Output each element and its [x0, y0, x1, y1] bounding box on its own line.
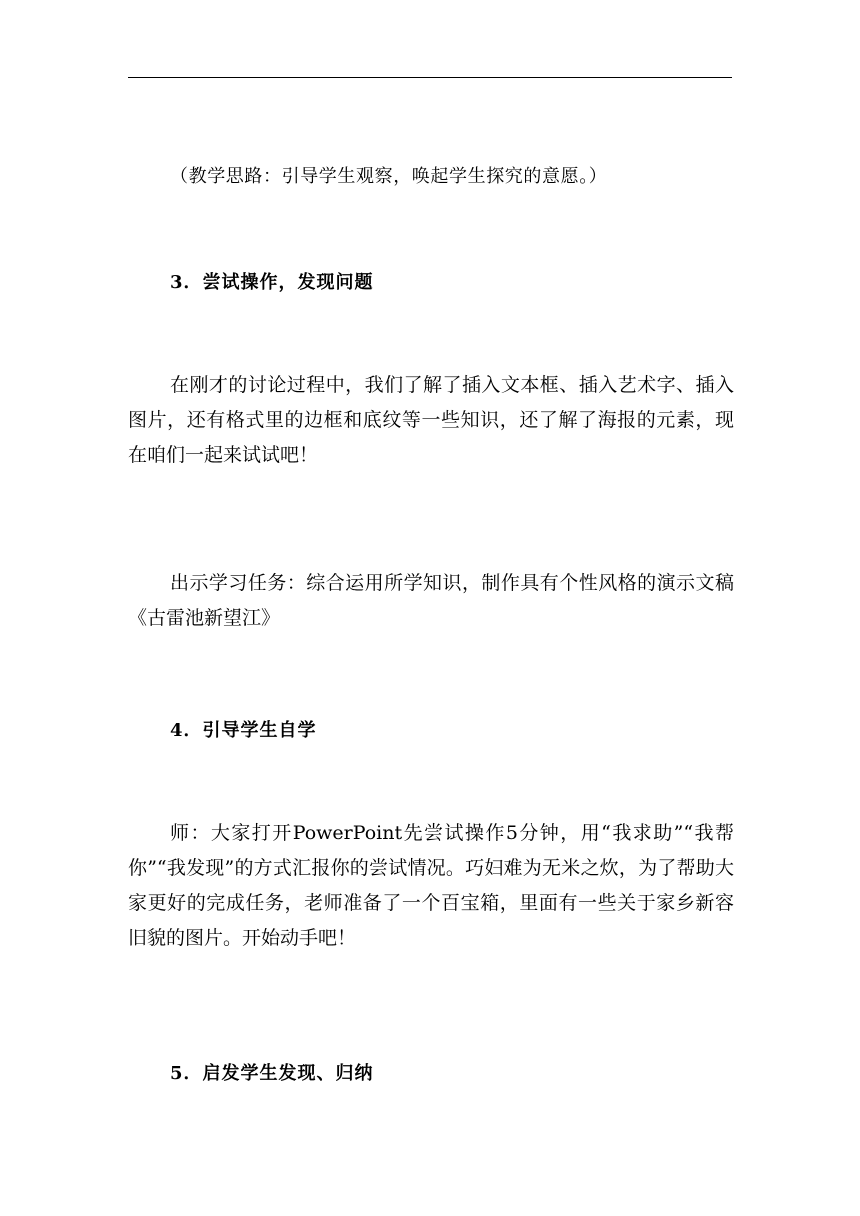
section-heading-5: 5．启发学生发现、归纳 — [170, 1063, 374, 1084]
paragraph-teacher-instructions: 师：大家打开PowerPoint先尝试操作5分钟，用“我求助”“我帮你”“我发现”的方式汇报你的尝试情况。巧妇难为无米之炊，为了帮助大家更好的完成任务，老师准备了一个百宝箱，里面有一些关于家乡新容旧貌的图片。开始动手吧！ — [128, 822, 734, 949]
paragraph-discussion-summary: 在刚才的讨论过程中，我们了解了插入文本框、插入艺术字、插入图片，还有格式里的边框和底纹等一些知识，还了解了海报的元素，现在咱们一起来试试吧！ — [128, 374, 734, 466]
section-heading-3: 3．尝试操作，发现问题 — [170, 272, 374, 293]
teaching-note: （教学思路：引导学生观察，唤起学生探究的意愿。） — [170, 166, 608, 187]
header-rule — [128, 77, 732, 78]
section-heading-4: 4．引导学生自学 — [170, 720, 317, 741]
paragraph-learning-task: 出示学习任务：综合运用所学知识，制作具有个性风格的演示文稿《古雷池新望江》 — [128, 572, 734, 629]
